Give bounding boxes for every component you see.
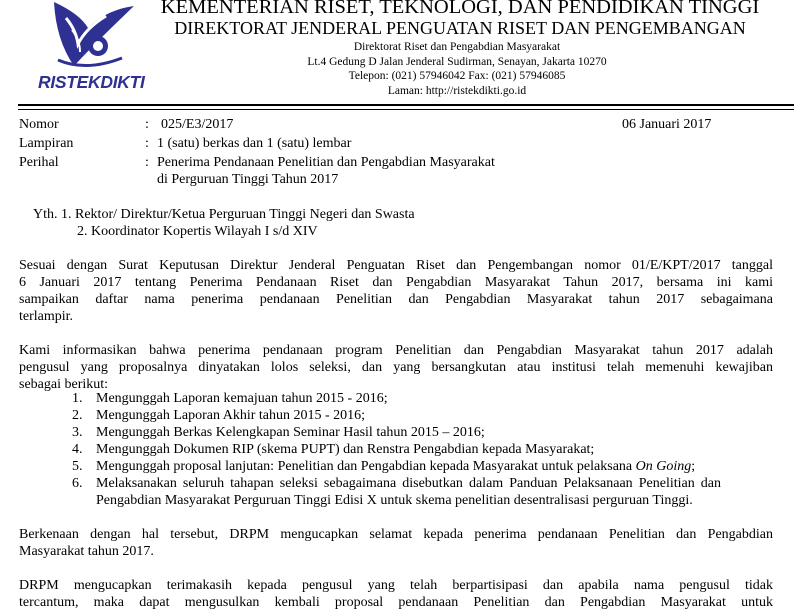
paragraph-2 — [19, 342, 773, 393]
perihal-label: Perihal — [19, 155, 59, 170]
list-item-4: Mengunggah Dokumen RIP (skema PUPT) dan Renstra Pengabdian kepada Masyarakat; — [96, 442, 595, 457]
list-number: 3. — [72, 425, 83, 440]
lampiran-label: Lampiran — [19, 136, 74, 151]
list-item-6-line-1: Melaksanakan seluruh tahapan seleksi sebagaimana disebutkan dalam Panduan Pelaksanaan Penelitian dan — [96, 476, 721, 491]
paragraph-4 — [19, 577, 773, 611]
paragraph-4-line: tercantum, maka dapat mengusulkan kembali proposal pendanaan Penelitian dan Pengabdian Masyarakat untuk — [19, 595, 773, 610]
perihal-line-1: Penerima Pendanaan Penelitian dan Pengabdian Masyarakat — [157, 155, 495, 170]
list-item-6-line-2: Pengabdian Masyarakat Perguruan Tinggi Edisi X untuk skema penelitian desentralisasi perguruan Tinggi. — [96, 493, 693, 508]
nomor-colon: : — [145, 117, 149, 132]
lampiran-colon: : — [145, 136, 149, 151]
ristekdikti-logo — [36, 0, 145, 96]
paragraph-1-line: 6 Januari 2017 tentang Penerima Pendanaan Riset dan Pengabdian Masyarakat Tahun 2017, bersama ini kami — [19, 275, 773, 290]
paragraph-4-line: DRPM mengucapkan terimakasih kepada pengusul yang telah berpartisipasi dan apabila nama pengusul tidak — [19, 578, 773, 593]
address-line-3: Telepon: (021) 57946042 Fax: (021) 57946085 — [348, 70, 566, 82]
address-line-4: Laman: http://ristekdikti.go.id — [387, 85, 527, 97]
paragraph-2-line: pengusul yang proposalnya dinyatakan lolos seleksi, dan yang bersangkutan atau institusi telah memenuhi kewajiban — [19, 360, 773, 375]
list-item-5-italic: On Going — [635, 459, 692, 474]
list-item-5 — [96, 458, 695, 475]
address-line-1: Direktorat Riset dan Pengabdian Masyarakat — [353, 41, 561, 53]
perihal-colon: : — [145, 155, 149, 170]
paragraph-3-line: Masyarakat tahun 2017. — [19, 544, 154, 559]
list-item-2: Mengunggah Laporan Akhir tahun 2015 - 2016; — [96, 408, 366, 423]
logo-emblem-icon — [36, 0, 136, 76]
list-number: 2. — [72, 408, 83, 423]
list-item-3: Mengunggah Berkas Kelengkapan Seminar Hasil tahun 2015 – 2016; — [96, 425, 485, 440]
list-number: 5. — [72, 459, 83, 474]
letter-date: 06 Januari 2017 — [622, 117, 712, 132]
nomor-label: Nomor — [19, 117, 59, 132]
paragraph-1-line: sampaikan daftar nama penerima pendanaan Penelitian dan Pengabdian Masyarakat tahun 2017 sebagaimana — [19, 292, 773, 307]
paragraph-1-line: terlampir. — [19, 309, 74, 324]
address-line-2: Lt.4 Gedung D Jalan Jenderal Sudirman, Senayan, Jakarta 10270 — [307, 56, 607, 68]
perihal-line-2: di Perguruan Tinggi Tahun 2017 — [157, 172, 339, 187]
paragraph-2-line: sebagai berikut: — [19, 377, 109, 392]
paragraph-3 — [19, 526, 773, 560]
paragraph-1 — [19, 257, 773, 325]
header-rule-thin — [18, 109, 794, 110]
list-number: 1. — [72, 391, 83, 406]
addressee-line-1: Yth. 1. Rektor/ Direktur/Ketua Perguruan Tinggi Negeri dan Swasta — [33, 207, 415, 222]
list-item-1: Mengunggah Laporan kemajuan tahun 2015 - 2016; — [96, 391, 388, 406]
logo-wordmark: RISTEKDIKTI — [38, 72, 145, 92]
ministry-name: KEMENTERIAN RISET, TEKNOLOGI, DAN PENDIDIKAN TINGGI — [160, 0, 760, 18]
paragraph-1-line: Sesuai dengan Surat Keputusan Direktur Jenderal Penguatan Riset dan Pengembangan nomor 01/E/KPT/2017 tanggal — [19, 258, 773, 273]
paragraph-2-line: Kami informasikan bahwa penerima pendanaan program Penelitian dan Pengabdian Masyarakat tahun 2017 adalah — [19, 343, 773, 358]
list-item-5-end: ; — [691, 459, 696, 474]
list-number: 4. — [72, 442, 83, 457]
lampiran-value: 1 (satu) berkas dan 1 (satu) lembar — [157, 136, 352, 151]
list-item-6 — [96, 475, 721, 509]
nomor-value: 025/E3/2017 — [161, 117, 234, 132]
header-rule-thick — [18, 104, 794, 106]
list-item-5-text: Mengunggah proposal lanjutan: Penelitian dan Pengabdian kepada Masyarakat untuk pelaksana — [96, 459, 636, 474]
paragraph-3-line: Berkenaan dengan hal tersebut, DRPM mengucapkan selamat kepada penerima pendanaan Penelitian dan Pengabdian — [19, 527, 773, 542]
addressee-line-2: 2. Koordinator Kopertis Wilayah I s/d XIV — [77, 224, 318, 239]
list-number: 6. — [72, 476, 83, 491]
directorate-name: DIREKTORAT JENDERAL PENGUATAN RISET DAN PENGEMBANGAN — [174, 18, 746, 38]
